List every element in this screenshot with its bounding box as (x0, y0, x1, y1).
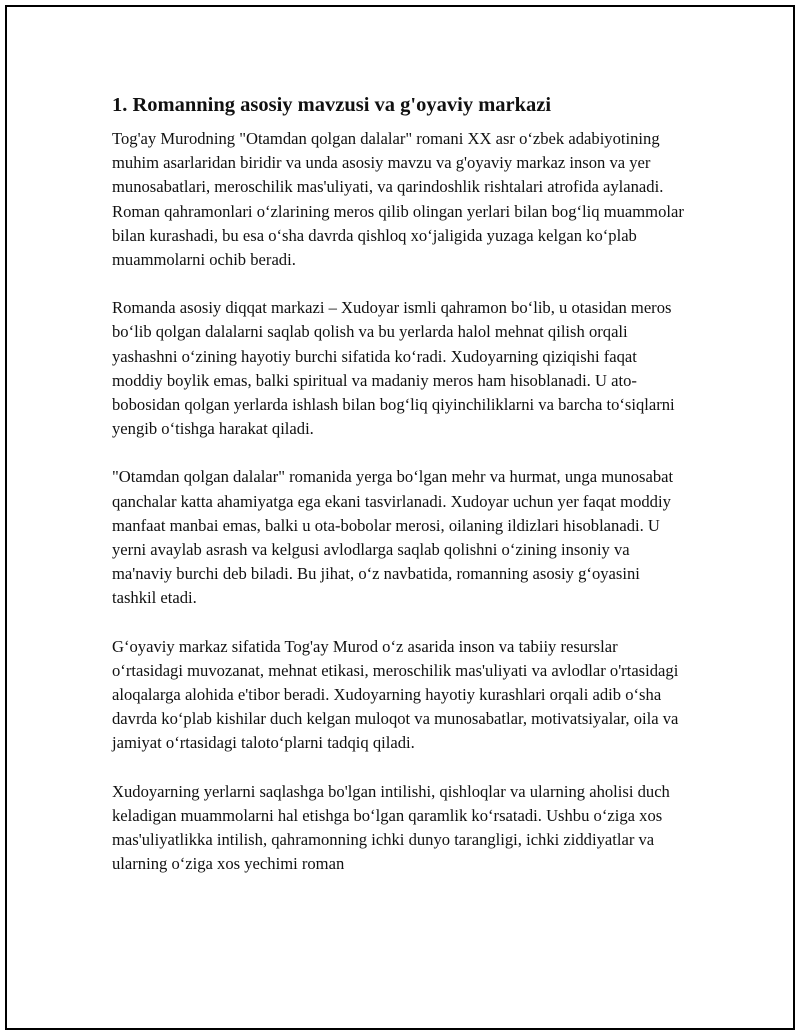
paragraph-2: Romanda asosiy diqqat markazi – Xudoyar ismli qahramon bo‘lib, u otasidan meros bo‘lib qolgan dalalarni saqlab qolish va bu yerlarda halol mehnat qilish orqali yashashni o‘zining hayotiy burchi sifatida ko‘radi. Xudoyarning qiziqishi faqat moddiy boylik emas, balki spiritual va madaniy meros ham hisoblanadi. U ato-bobosidan qolgan yerlarda ishlash bilan bog‘liq qiyinchiliklarni va barcha to‘siqlarni yengib o‘tishga harakat qiladi. (112, 298, 675, 439)
paragraph-1: Tog'ay Murodning "Otamdan qolgan dalalar" romani XX asr o‘zbek adabiyotining muhim asarlaridan biridir va unda asosiy mavzu va g'oyaviy markaz inson va yer munosabatlari, meroschilik mas'uliyati, va qarindoshlik rishtalari atrofida aylanadi. Roman qahramonlari o‘zlarining meros qilib olingan yerlari bilan bog‘liq muammolar bilan kurashadi, bu esa o‘sha davrda qishloq xo‘jaligida yuzaga kelgan ko‘plab muammolarni ochib beradi. (112, 129, 684, 270)
paragraph-5: Xudoyarning yerlarni saqlashga bo'lgan intilishi, qishloqlar va ularning aholisi duch keladigan muammolarni hal etishga bo‘lgan qaramlik ko‘rsatadi. Ushbu o‘ziga xos mas'uliyatlikka intilish, qahramonning ichki dunyo tarangligi, ichki ziddiyatlar va ularning o‘ziga xos yechimi roman (112, 781, 670, 874)
document-body (112, 91, 687, 900)
paragraph-4: G‘oyaviy markaz sifatida Tog'ay Murod o‘z asarida inson va tabiiy resurslar o‘rtasidagi muvozanat, mehnat etikasi, meroschilik mas'uliyati va avlodlar o'rtasidagi aloqalarga alohida e'tibor beradi. Xudoyarning hayotiy kurashlari orqali adib o‘sha davrda ko‘plab kishilar duch kelgan muloqot va munosabatlar, motivatsiyalar, oila va jamiyat o‘rtasidagi taloto‘plarni tadqiq qiladi. (112, 636, 679, 753)
section-heading: 1. Romanning asosiy mavzusi va g'oyaviy markazi (112, 94, 552, 116)
paragraph-3: "Otamdan qolgan dalalar" romanida yerga bo‘lgan mehr va hurmat, unga munosabat qanchalar katta ahamiyatga ega ekani tasvirlanadi. Xudoyar uchun yer faqat moddiy manfaat manbai emas, balki u ota-bobolar merosi, oilaning ildizlari hisoblanadi. U yerni avaylab asrash va kelgusi avlodlarga saqlab qolishni o‘zining insoniy va ma'naviy burchi deb biladi. Bu jihat, o‘z navbatida, romanning asosiy g‘oyasini tashkil etadi. (112, 467, 674, 608)
